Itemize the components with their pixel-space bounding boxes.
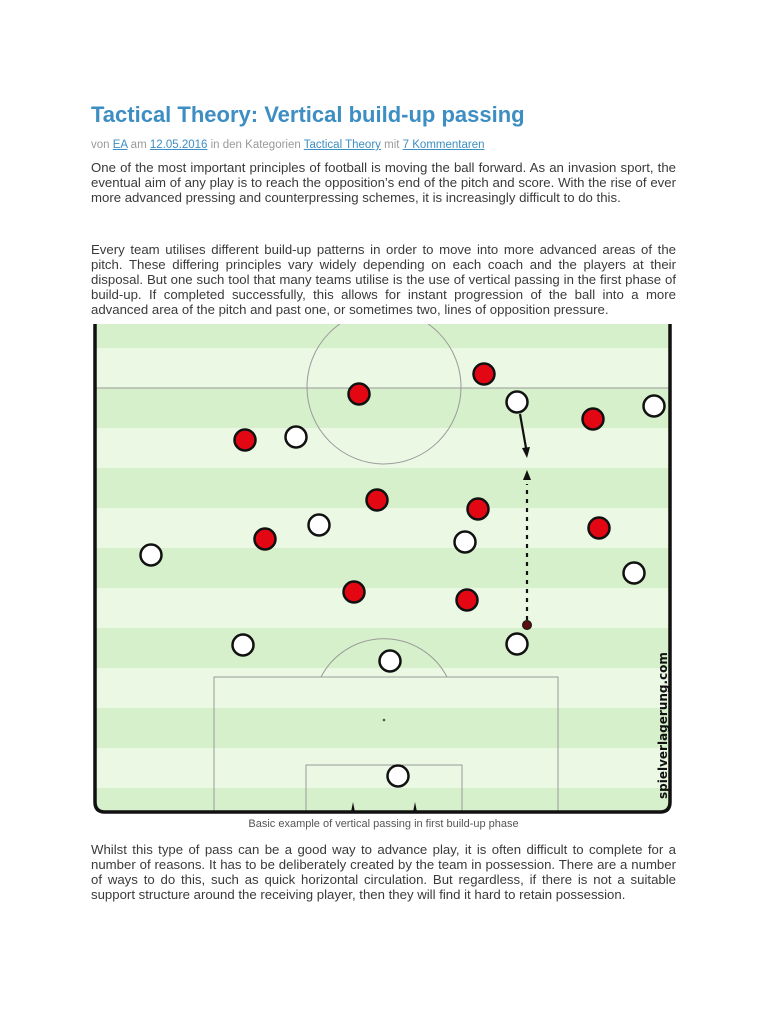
- white-player: [233, 635, 254, 656]
- red-player: [235, 430, 256, 451]
- pitch-graphic: [93, 324, 672, 814]
- tactical-diagram: [93, 324, 672, 814]
- article-meta: [91, 137, 485, 153]
- third-paragraph: Whilst this type of pass can be a good way to advance play, it is often difficult to complete for a number of reasons. It has to be deliberately created by the team in possession. There are a number of ways to do this, such as quick horizontal circulation. But regardless, if there is not a suitable support structure around the receiving player, then they will find it hard to retain possession.: [91, 842, 676, 902]
- watermark: spielverlagerung.com: [656, 652, 670, 799]
- white-player: [644, 396, 665, 417]
- article-title: Tactical Theory: Vertical build-up passing: [91, 102, 525, 127]
- second-paragraph: Every team utilises different build-up patterns in order to move into more advanced areas of the pitch. These differing principles vary widely depending on each coach and the players at their disposal. But one such tool that many teams utilise is the use of vertical passing in the first phase of build-up. If completed successfully, this allows for instant progression of the ball into a more advanced area of the pitch and past one, or sometimes two, lines of opposition pressure.: [91, 242, 676, 317]
- red-player: [589, 518, 610, 539]
- white-player: [286, 427, 307, 448]
- meta-prefix: von: [91, 139, 110, 151]
- meta-comments-prefix: mit: [384, 139, 400, 151]
- red-player: [344, 582, 365, 603]
- white-player: [141, 545, 162, 566]
- meta-date-prefix: am: [130, 139, 147, 151]
- date-link[interactable]: 12.05.2016: [149, 139, 208, 151]
- author-link[interactable]: EA: [112, 139, 128, 151]
- intro-paragraph: One of the most important principles of football is moving the ball forward. As an invasion sport, the eventual aim of any play is to reach the opposition’s end of the pitch and score. With the rise of ever more advanced pressing and counterpressing schemes, it is increasingly difficult to do this.: [91, 160, 676, 205]
- red-player: [457, 590, 478, 611]
- red-player: [349, 384, 370, 405]
- white-player: [309, 515, 330, 536]
- ball: [523, 621, 532, 630]
- red-player: [583, 409, 604, 430]
- white-player: [507, 634, 528, 655]
- white-player: [624, 563, 645, 584]
- red-player: [474, 364, 495, 385]
- red-player: [255, 529, 276, 550]
- white-player: [380, 651, 401, 672]
- red-player: [367, 490, 388, 511]
- white-player: [507, 392, 528, 413]
- pitch-stripes: [95, 324, 670, 814]
- penalty-spot: [383, 719, 386, 722]
- red-player: [468, 499, 489, 520]
- meta-category-prefix: in den Kategorien: [210, 139, 301, 151]
- white-player: [388, 766, 409, 787]
- comments-link[interactable]: 7 Kommentaren: [402, 139, 485, 151]
- white-player: [455, 532, 476, 553]
- category-link[interactable]: Tactical Theory: [303, 139, 381, 151]
- figure-caption: Basic example of vertical passing in first build-up phase: [248, 818, 519, 830]
